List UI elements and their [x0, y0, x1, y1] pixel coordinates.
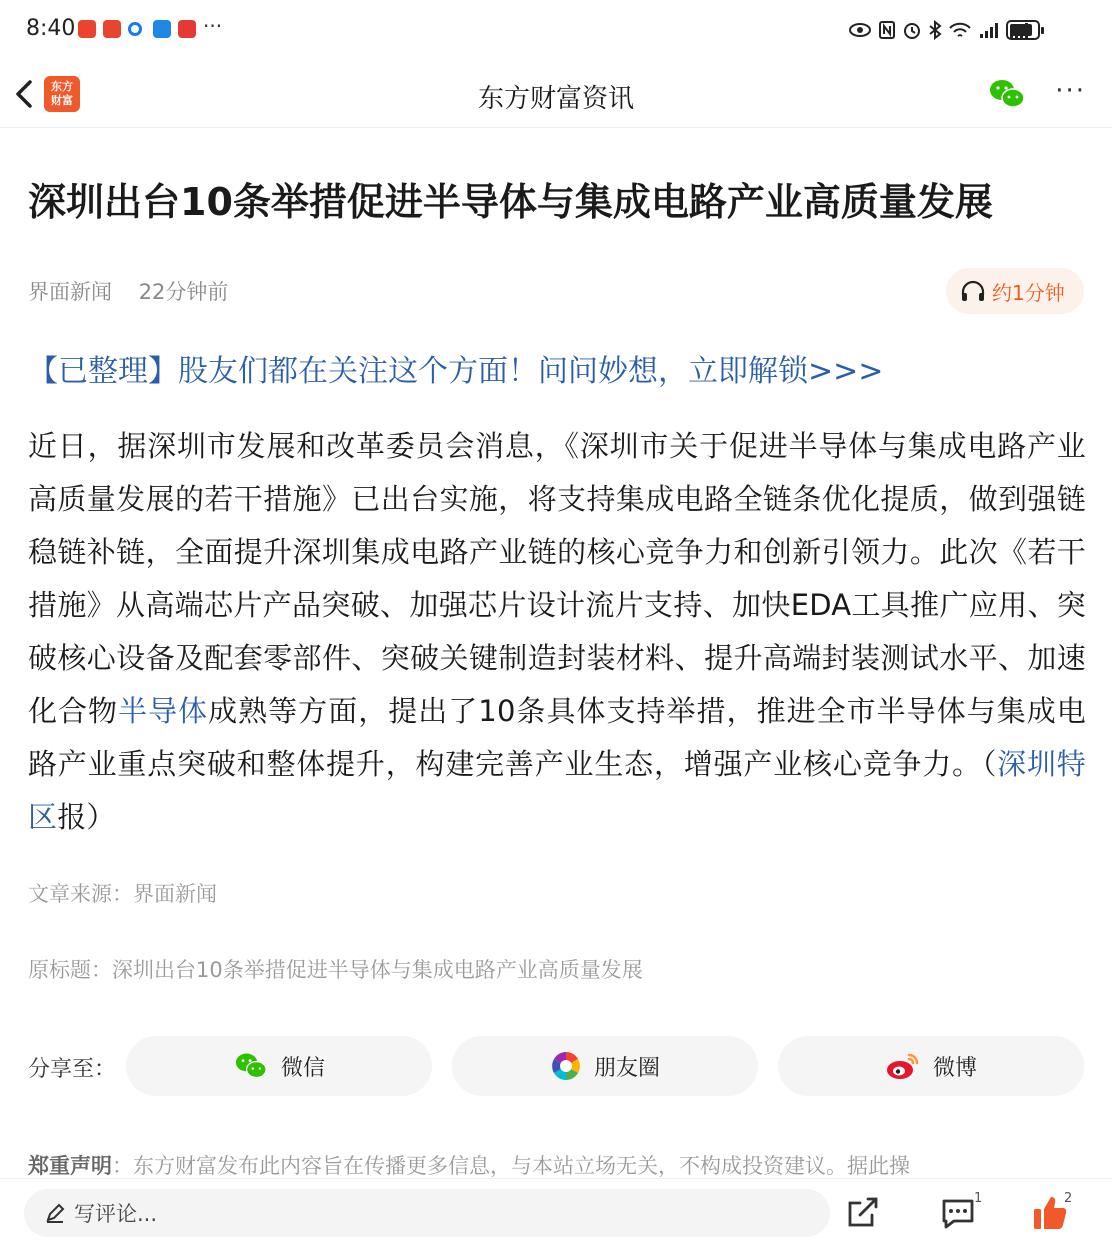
article-body	[28, 420, 1086, 844]
listen-duration: 约1分钟	[992, 280, 1065, 305]
disclaimer-heading: 郑重声明	[28, 1154, 112, 1178]
comment-input[interactable]	[24, 1189, 830, 1237]
moments-icon	[550, 1050, 582, 1082]
stock-link-semiconductor[interactable]: 半导体	[118, 694, 209, 728]
bluetooth-icon	[928, 20, 942, 40]
eye-icon	[848, 20, 872, 40]
weibo-icon	[885, 1051, 921, 1081]
status-bar	[0, 0, 1112, 62]
notification-chat-icon	[153, 20, 171, 38]
article-meta	[28, 276, 228, 306]
stock-link-shenzhen[interactable]: 深圳特区	[28, 747, 1086, 834]
battery-icon	[1006, 20, 1040, 40]
wechat-icon	[233, 1050, 269, 1082]
article-title: 深圳出台10条举措促进半导体与集成电路产业高质量发展	[28, 180, 993, 224]
notification-app-icon	[103, 20, 121, 38]
alarm-icon	[902, 20, 922, 40]
notification-app-icon	[78, 20, 96, 38]
logo-text: 财富	[51, 94, 73, 107]
share-wechat-button[interactable]	[126, 1036, 432, 1096]
notification-more-icon: ···	[203, 14, 223, 38]
share-moments-label: 朋友圈	[593, 1055, 660, 1081]
share-label: 分享至：	[28, 1057, 117, 1082]
article-source-line: 文章来源：界面新闻	[28, 882, 217, 906]
original-title: 原标题：深圳出台10条举措促进半导体与集成电路产业高质量发展	[28, 958, 643, 982]
share-wechat-label: 微信	[280, 1055, 325, 1081]
share-moments-button[interactable]	[452, 1036, 758, 1096]
nfc-icon	[878, 20, 896, 40]
pen-icon	[44, 1202, 66, 1224]
body-text: 成熟等方面，提出了10条具体支持举措，推进全市半导体与集成电路产业重点突破和整体提升，构建完善产业生态，增强产业核心竞争力。（	[28, 694, 1086, 781]
bottom-action-bar	[0, 1178, 1112, 1248]
comment-placeholder: 写评论...	[74, 1202, 158, 1226]
body-text: 近日，据深圳市发展和改革委员会消息，《深圳市关于促进半导体与集成电路产业高质量发展的若干措施》已出台实施，将支持集成电路全链条优化提质，做到强链稳链补链，全面提升深圳集成电路产业链的核心竞争力和创新引领力。此次《若干措施》从高端芯片产品突破、加强芯片设计流片支持、加快EDA工具推广应用、突破核心设备及配套零部件、突破关键制造封装材料、提升高端封装测试水平、加速化合物	[28, 429, 1086, 728]
page-title: 东方财富资讯	[477, 84, 634, 114]
signal-icon	[978, 20, 1002, 40]
notification-app-icon	[178, 20, 196, 38]
like-count: 2	[1064, 1191, 1073, 1206]
comment-count: 1	[974, 1191, 983, 1206]
wechat-share-icon[interactable]	[988, 76, 1026, 112]
logo-text: 东方	[51, 80, 73, 93]
wifi-icon	[948, 20, 972, 40]
more-menu-icon[interactable]: ···	[1055, 76, 1086, 106]
status-time: 8:40	[26, 16, 76, 41]
system-icons	[848, 18, 1032, 42]
share-out-icon[interactable]	[842, 1193, 882, 1233]
nav-bar	[0, 62, 1112, 128]
body-text: 报）	[57, 800, 116, 834]
share-weibo-button[interactable]	[778, 1036, 1084, 1096]
comment-icon[interactable]	[938, 1193, 978, 1233]
article-source[interactable]: 界面新闻	[28, 280, 112, 304]
share-weibo-label: 微博	[932, 1055, 977, 1081]
promo-link[interactable]: 【已整理】股友们都在关注这个方面！问问妙想，立即解锁>>>	[28, 354, 884, 389]
headphones-icon	[960, 279, 986, 303]
listen-button[interactable]	[946, 268, 1084, 314]
disclaimer	[28, 1150, 1088, 1180]
disclaimer-text: ：东方财富发布此内容旨在传播更多信息，与本站立场无关，不构成投资建议。据此操	[112, 1154, 910, 1178]
article-time: 22分钟前	[138, 280, 229, 304]
notification-app-icon	[128, 22, 142, 36]
